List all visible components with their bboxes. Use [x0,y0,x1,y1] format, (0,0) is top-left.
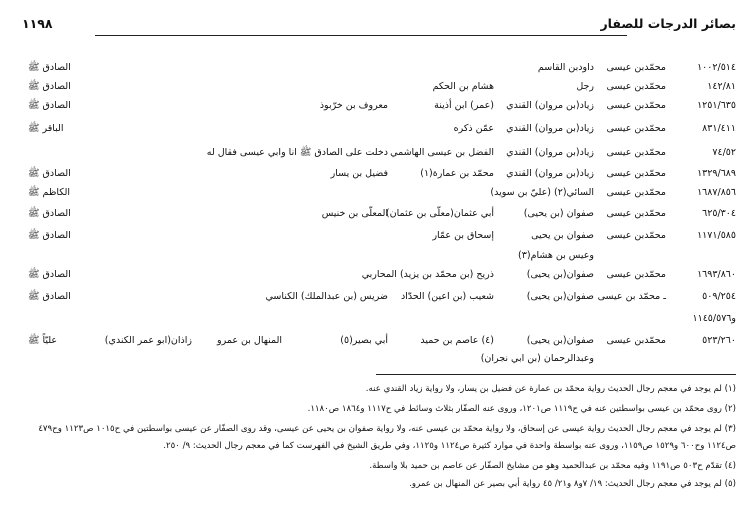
narrator-name: محمّدبن عيسى [606,168,666,179]
footnote-rule [376,374,736,375]
imam-name: الباقر ﷺ [28,123,64,134]
narrator-name: زياد(بن مروان) القندي [506,147,594,158]
chain-row [0,351,752,367]
imam-name: عليّاً ﷺ [28,335,58,346]
narrator-name: زياد(بن مروان) القندي [506,100,594,111]
page-number: ١١٩٨ [22,16,53,31]
narrator-name: ـ محمّد بن عيسى [597,291,666,302]
narrator-name: محمّدبن عيسى [606,62,666,73]
narrator-name: محمّد بن عمارة(١) [420,168,494,179]
narrator-name: محمّدبن عيسى [606,208,666,219]
narrator-name: محمّدبن عيسى [606,335,666,346]
chain-row [0,206,752,222]
hadith-number: ٦٢٥/٣٠٤ [702,208,736,219]
narrator-name: زياد(بن مروان) القندي [506,168,594,179]
footnote: (٥) لم يوجد في معجم رجال الحديث: ١٩/ ٧و٨ و٢١/ ٤٥ رواية أبي بصير عن المنهال بن عمرو. [409,479,736,489]
narrator-name: محمّدبن عيسى [606,147,666,158]
chain-row [0,311,752,327]
chain-row [0,248,752,264]
narrator-name: المنهال بن عمرو [217,335,282,346]
narrator-name: الفضل بن عيسى الهاشمي [390,147,494,158]
hadith-number: ١٣٢٩/٦٨٩ [697,168,736,179]
narrator-name: المعلّى بن خنيس [321,208,388,219]
chain-row [0,267,752,283]
narrator-name: زاذان(ابو عمر الكندي) [104,335,192,346]
hadith-number: و١١٤٥/٥٧٦ [692,313,736,324]
hadith-number: ١٤٢/٨١ [707,81,736,92]
narrator-name: أبي عثمان(معلّى بن عثمان) [385,208,494,219]
hadith-number: ٥٢٣/٢٦٠ [702,335,736,346]
narrator-name: فضيل بن يسار [330,168,388,179]
narrator-name: ضريس (بن عبدالملك) الكناسي [265,291,388,302]
chain-row [0,333,752,349]
narrator-name: محمّدبن عيسى [606,269,666,280]
narrator-name: رجل [576,81,594,92]
hadith-number: ١١٧١/٥٨٥ [697,230,736,241]
imam-name: الصادق ﷺ [28,168,71,179]
narrator-name: دخلت على الصادق ﷺ انا وابي عيسى فقال له [206,147,388,158]
hadith-number: ٧٤/٥٢ [712,147,736,158]
chain-row [0,98,752,114]
narrator-name: ذريح (بن محمّد بن يزيد) المحاربي [361,269,494,280]
chain-row [0,166,752,182]
hadith-number: ٨٣١/٤١١ [702,123,736,134]
chain-row [0,185,752,201]
chain-row [0,289,752,305]
imam-name: الصادق ﷺ [28,100,71,111]
narrator-name: معروف بن خرّبوذ [319,100,388,111]
imam-name: الكاظم ﷺ [28,187,71,198]
imam-name: الصادق ﷺ [28,230,71,241]
chain-row [0,60,752,76]
narrator-name: أبي بصير(٥) [340,335,388,346]
narrator-name: داودبن القاسم [537,62,594,73]
narrator-name: وعبدالرحمان (بن ابي نجران) [480,353,594,364]
narrator-name: صفوان بن يحيى [531,230,594,241]
header-rule [95,35,627,36]
imam-name: الصادق ﷺ [28,291,71,302]
footnote: (٢) روى محمّد بن عيسى بواسطتين عنه في ح١١١٩ ص١٢٠١، وروى عنه الصفّار بثلاث وسائط في ح١١١٧ و١٨٦٤ ص١١٨٠. [307,404,736,414]
hadith-number: ١٦٩٣/٨٦٠ [697,269,736,280]
imam-name: الصادق ﷺ [28,269,71,280]
narrator-name: وعيس بن هشام(٣) [518,250,594,261]
narrator-name: السائي(٢) (عليّ بن سويد) [490,187,594,198]
narrator-name: محمّدبن عيسى [606,123,666,134]
narrator-name: محمّدبن عيسى [606,100,666,111]
running-title: بصائر الدرجات للصفار [600,16,736,31]
narrator-name: محمّدبن عيسى [606,81,666,92]
narrator-name: عمّن ذكره [453,123,494,134]
footnote: (١) لم يوجد في معجم رجال الحديث رواية محمّد بن عمارة عن فضيل بن يسار، ولا رواية زياد القندي عنه. [365,384,736,394]
narrator-name: إسحاق بن عمّار [432,230,494,241]
imam-name: الصادق ﷺ [28,81,71,92]
footnote: ص١١٢٤ وح٦٠٠ و١٥٢٩ ص١١٥٩، وروى عنه بواسطة واحدة في موارد كثيرة ص١١٢٤ و١١٢٥، وفي طريق الشيخ في الفهرست كما في معجم رجال الحديث: ٩/ ٢٥٠. [163,441,736,451]
footnote: (٣) لم يوجد في معجم رجال الحديث رواية عيسى عن إسحاق، ولا رواية محمّد بن عيسى عنه، ولا رواية صفوان بن يحيى عن عيسى، وقد روى الصفّار عن عيسى بواسطتين في ح١٠١٥ ص١١٢٣ وح٤٧٩ [38,424,736,434]
hadith-number: ٥٠٩/٢٥٤ [702,291,736,302]
hadith-number: ١٦٨٧/٨٥٦ [697,187,736,198]
narrator-name: صفوان(بن يحيى) [526,291,594,302]
hadith-number: ١٠٠٢/٥١٤ [697,62,736,73]
narrator-name: زياد(بن مروان) القندي [506,123,594,134]
narrator-name: هشام بن الحكم [432,81,494,92]
chain-row [0,228,752,244]
narrator-name: (عمر) ابن أذينة [434,100,494,111]
imam-name: الصادق ﷺ [28,208,71,219]
footnote: (٤) تقدّم ح٥٠٣ ص١١٩١ وفيه محمّد بن عبدالحميد وهو من مشايخ الصفّار عن عاصم بن حميد بلا واسطة. [369,461,736,471]
narrator-name: محمّدبن عيسى [606,230,666,241]
chain-row [0,145,752,161]
hadith-number: ١٢٥١/٦٣٥ [697,100,736,111]
chain-row [0,121,752,137]
narrator-name: صفوان(بن يحيى) [526,335,594,346]
imam-name: الصادق ﷺ [28,62,71,73]
narrator-name: شعيب (بن اعين) الحدّاد [400,291,494,302]
narrator-name: صفوان (بن يحيى) [523,208,594,219]
narrator-name: محمّدبن عيسى [606,187,666,198]
narrator-name: (٤) عاصم بن حميد [420,335,494,346]
narrator-name: صفوان(بن يحيى) [526,269,594,280]
chain-row [0,79,752,95]
